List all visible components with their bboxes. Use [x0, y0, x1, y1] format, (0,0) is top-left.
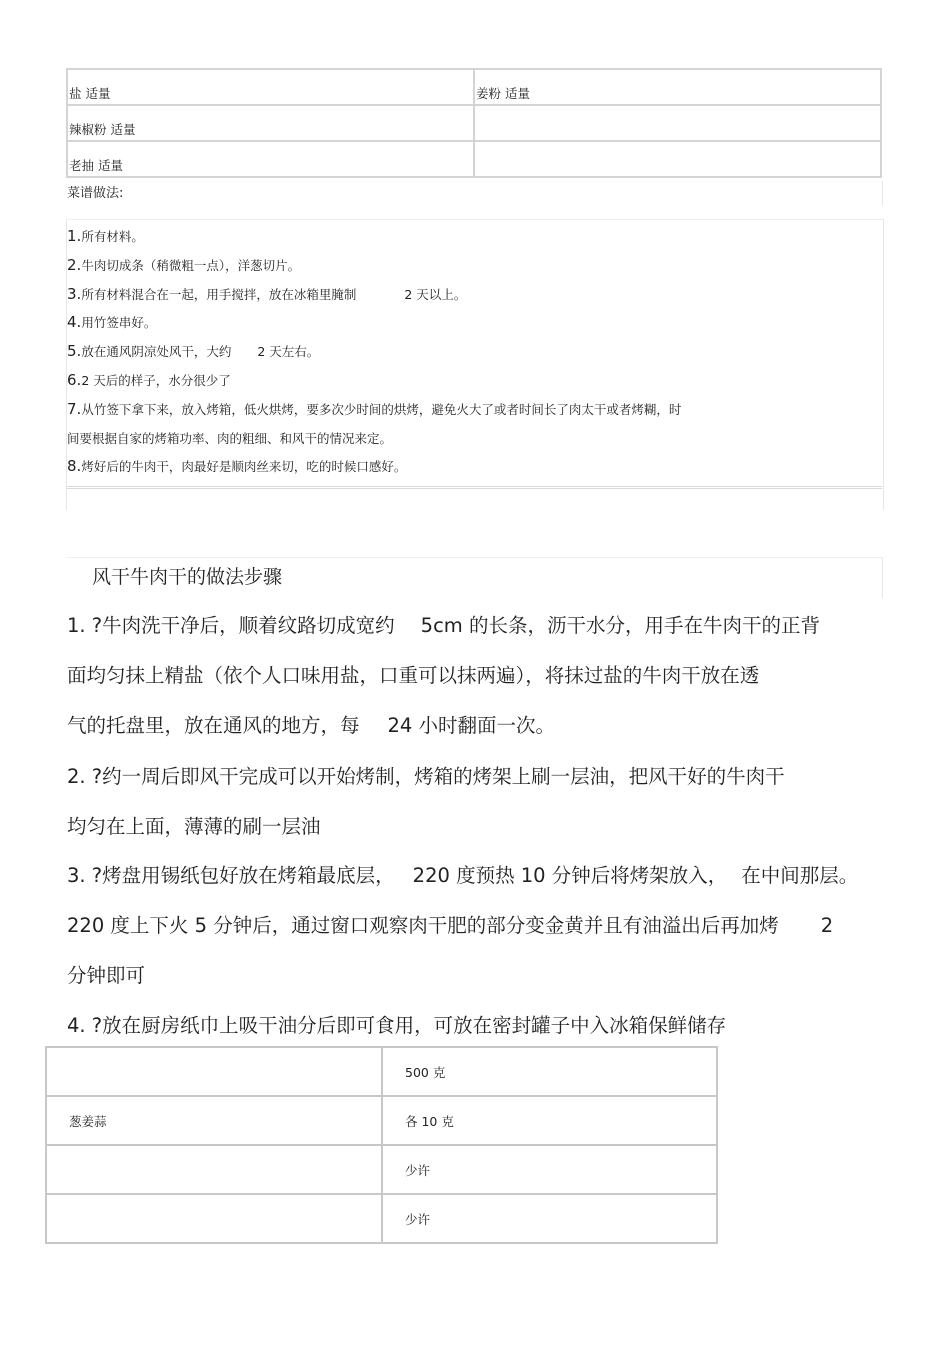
step-line — [67, 660, 759, 688]
table-cell — [382, 1047, 717, 1096]
recipe-steps-small — [67, 222, 681, 481]
step-number: 3. — [67, 284, 82, 303]
step-number: 2. — [67, 255, 82, 274]
step-line — [67, 761, 785, 789]
section-title: 风干牛肉干的做法步骤 — [92, 566, 283, 588]
table-row — [46, 1194, 717, 1243]
step-text: 2 天后的样子，水分很少了 — [81, 372, 231, 388]
step-number: 6. — [67, 370, 82, 389]
table-cell — [67, 69, 474, 105]
step-number: 5. — [67, 342, 82, 361]
method-label-frame — [66, 181, 883, 205]
ingredient-text: 盐 适量 — [69, 86, 111, 101]
ingredient-text: 姜粉 适量 — [476, 86, 530, 101]
table-cell — [46, 1047, 382, 1096]
step-text: 分钟即可 — [67, 964, 146, 987]
table-row — [46, 1096, 717, 1145]
step-line — [67, 910, 833, 938]
step-line — [67, 860, 858, 888]
table-cell — [67, 141, 474, 177]
ingredient-amount: 少许 — [405, 1211, 431, 1227]
step-text: 均匀在上面，薄薄的刷一层油 — [67, 815, 321, 838]
ingredient-name: 葱姜蒜 — [69, 1113, 107, 1129]
ingredient-amount: 500 克 — [405, 1064, 446, 1080]
step-text: 在中间那层。 — [741, 864, 859, 887]
table-cell — [474, 141, 881, 177]
step-text-tail: 2 天以上。 — [404, 286, 467, 302]
ingredient-text — [475, 138, 880, 140]
step-text: 3. ?烤盘用锡纸包好放在烤箱最底层， — [67, 864, 395, 887]
step-text: 5cm 的长条，沥干水分，用手在牛肉干的正背 — [420, 614, 820, 637]
table-cell — [46, 1145, 382, 1194]
table-cell — [474, 105, 881, 141]
table-row — [67, 69, 881, 105]
table-row — [67, 141, 881, 177]
step-row — [67, 337, 681, 366]
step-row — [67, 308, 681, 337]
step-text: 所有材料混合在一起，用手搅拌，放在冰箱里腌制 — [81, 286, 357, 302]
step-text: 220 度上下火 5 分钟后，通过窗口观察肉干肥的部分变金黄并且有油溢出后再加烤 — [67, 914, 779, 937]
step-text: 4. ?放在厨房纸巾上吸干油分后即可食用，可放在密封罐子中入冰箱保鲜储存 — [67, 1014, 727, 1037]
step-number: 1. — [67, 227, 82, 245]
step-row — [67, 222, 681, 251]
step-line — [67, 1010, 726, 1038]
table-row — [67, 105, 881, 141]
ingredient-text: 辣椒粉 适量 — [69, 122, 136, 137]
step-number: 7. — [67, 399, 82, 418]
step-text-tail: 2 天左右。 — [257, 344, 320, 360]
table-cell — [382, 1145, 717, 1194]
method-label: 菜谱做法: — [67, 186, 124, 201]
step-row — [67, 452, 681, 481]
table-cell — [382, 1194, 717, 1243]
step-row — [67, 280, 681, 309]
step-text: 所有材料。 — [81, 229, 144, 244]
ingredient-amount: 少许 — [405, 1162, 431, 1178]
step-row — [67, 395, 681, 424]
step-number: 4. — [67, 313, 82, 332]
table-cell — [46, 1096, 382, 1145]
ingredient-text — [475, 174, 880, 176]
ingredient-text: 老抽 适量 — [69, 158, 123, 173]
step-text: 220 度预热 10 分钟后将烤架放入， — [412, 864, 728, 887]
step-row — [67, 366, 681, 395]
step-text: 2. ?约一周后即风干完成可以开始烤制，烤箱的烤架上刷一层油，把风干好的牛肉干 — [67, 765, 785, 788]
step-row — [67, 251, 681, 280]
step-text: 间要根据自家的烤箱功率、肉的粗细、和风干的情况来定。 — [67, 430, 393, 446]
step-text: 从竹签下拿下来，放入烤箱，低火烘烤，要多次少时间的烘烤，避免火大了或者时间长了肉太干或者烤糊，时 — [81, 401, 682, 417]
step-text: 用竹签串好。 — [81, 315, 157, 331]
divider — [67, 486, 882, 489]
step-row — [67, 424, 681, 453]
table-cell — [382, 1096, 717, 1145]
ingredients-table-top — [66, 68, 882, 178]
table-row — [46, 1047, 717, 1096]
step-text: 2 — [820, 914, 834, 937]
table-cell — [474, 69, 881, 105]
step-line — [67, 610, 820, 638]
step-text: 放在通风阴凉处风干，大约 — [81, 344, 232, 360]
step-text: 24 小时翻面一次。 — [387, 714, 556, 737]
step-text: 烤好后的牛肉干，肉最好是顺肉丝来切，吃的时候口感好。 — [81, 459, 407, 475]
ingredient-amount: 各 10 克 — [405, 1113, 454, 1129]
step-text: 面均匀抹上精盐（依个人口味用盐，口重可以抹两遍），将抹过盐的牛肉干放在透 — [67, 664, 760, 687]
step-number: 8. — [67, 457, 82, 476]
table-cell — [46, 1194, 382, 1243]
ingredients-table-bottom — [45, 1046, 718, 1244]
step-line — [67, 960, 145, 988]
step-line — [67, 811, 321, 839]
step-text: 1. ?牛肉洗干净后，顺着纹路切成宽约 — [67, 614, 395, 637]
step-text: 气的托盘里，放在通风的地方，每 — [67, 714, 360, 737]
table-cell — [67, 105, 474, 141]
table-row — [46, 1145, 717, 1194]
step-line — [67, 710, 555, 738]
step-text: 牛肉切成条（稍微粗一点），洋葱切片。 — [81, 257, 301, 273]
